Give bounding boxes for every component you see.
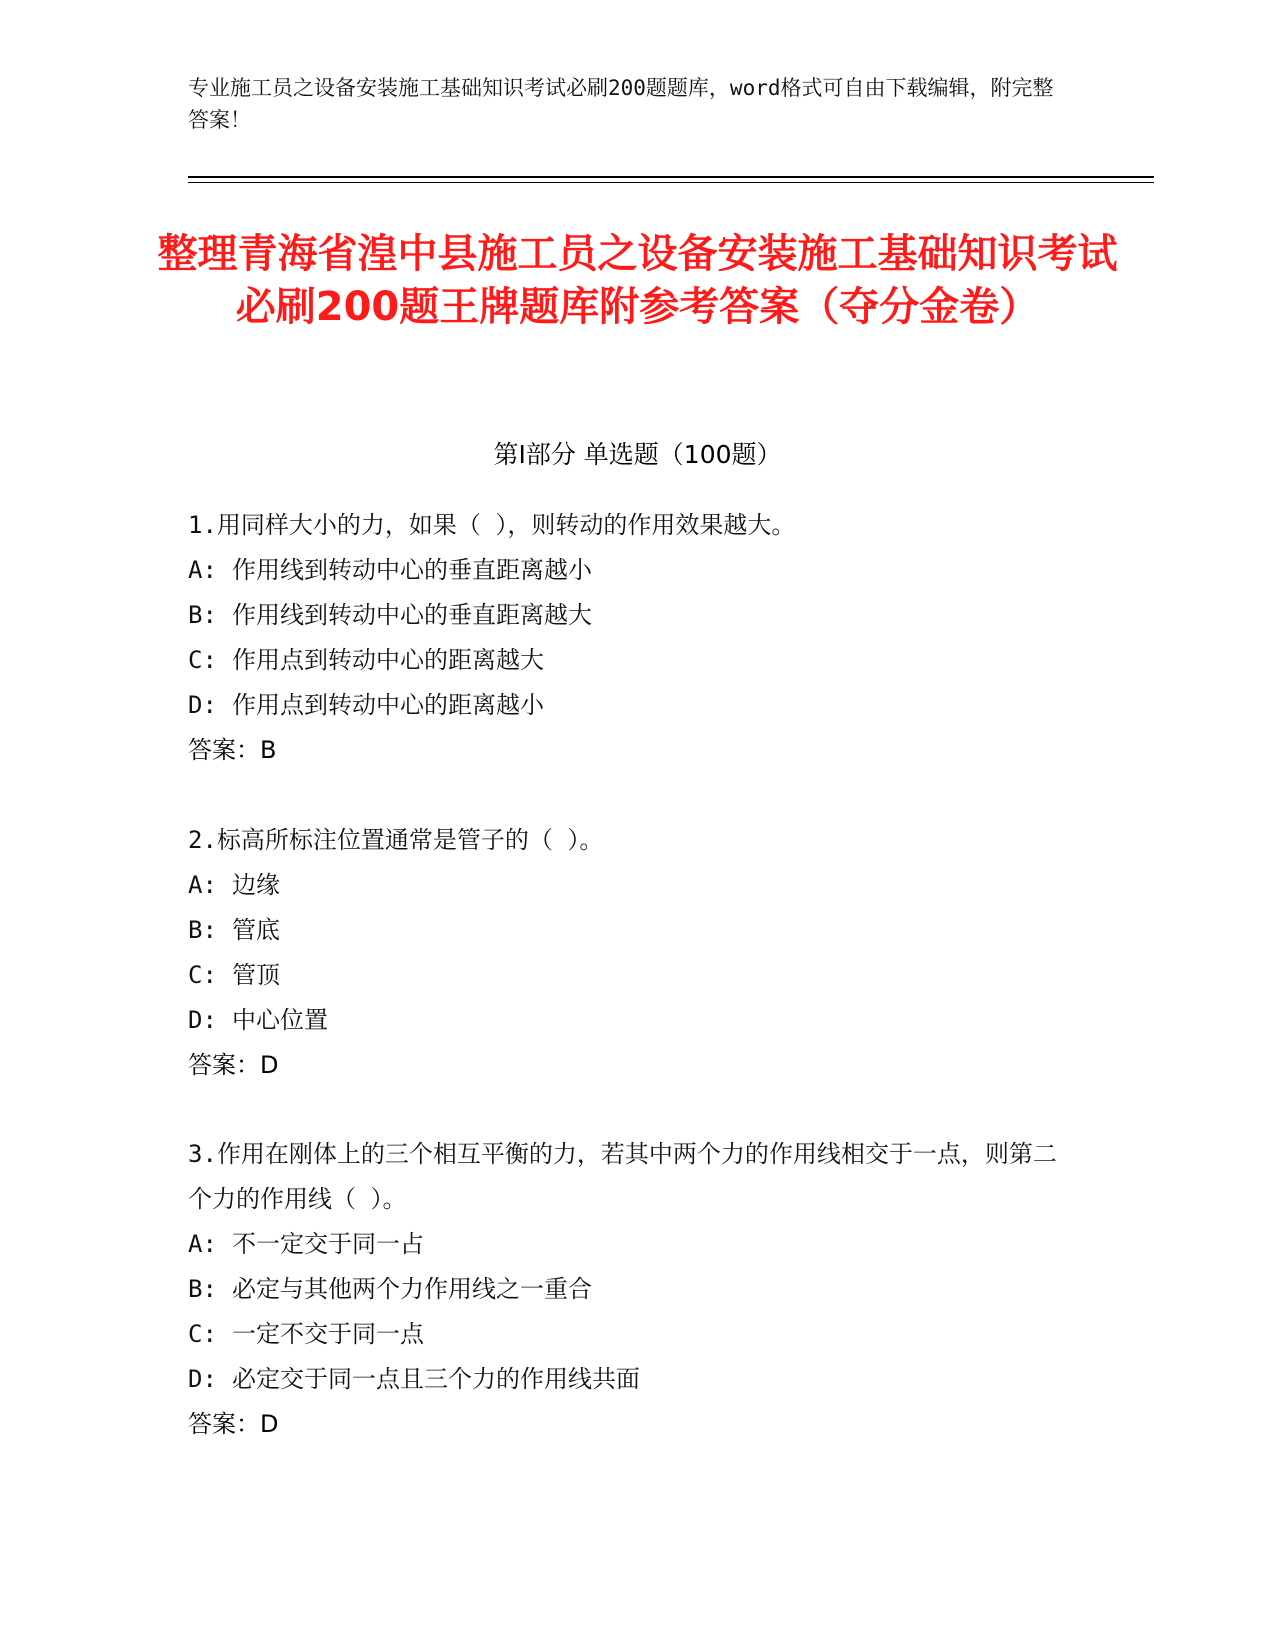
option-letter: D: — [188, 1365, 217, 1393]
option-d — [188, 998, 1068, 1043]
header-divider-thick — [188, 176, 1154, 178]
question-3 — [188, 1132, 1068, 1447]
option-text: 作用点到转动中心的距离越大 — [232, 646, 544, 674]
option-text: 作用线到转动中心的垂直距离越大 — [232, 601, 592, 629]
option-text: 作用线到转动中心的垂直距离越小 — [232, 556, 592, 584]
question-1 — [188, 503, 1068, 773]
option-letter: C: — [188, 1320, 217, 1348]
section-heading: 第Ⅰ部分 单选题（100题） — [493, 440, 782, 469]
option-letter: A: — [188, 1230, 217, 1258]
option-letter: D: — [188, 1006, 217, 1034]
option-letter: B: — [188, 916, 217, 944]
option-text: 必定与其他两个力作用线之一重合 — [232, 1275, 592, 1303]
option-letter: A: — [188, 556, 217, 584]
answer-line: 答案：D — [188, 1051, 279, 1079]
option-text: 一定不交于同一点 — [232, 1320, 424, 1348]
question-text: 2.标高所标注位置通常是管子的（ ）。 — [188, 826, 604, 854]
answer-line: 答案：D — [188, 1410, 279, 1438]
option-b — [188, 593, 1068, 638]
option-a — [188, 548, 1068, 593]
header-note: 专业施工员之设备安装施工基础知识考试必刷200题题库，word格式可自由下载编辑，附完整答案！ — [188, 76, 1054, 132]
option-text: 管底 — [232, 916, 280, 944]
option-b — [188, 908, 1068, 953]
option-text: 必定交于同一点且三个力的作用线共面 — [232, 1365, 640, 1393]
option-text: 管顶 — [232, 961, 280, 989]
option-d — [188, 1357, 1068, 1402]
question-text: 3.作用在刚体上的三个相互平衡的力，若其中两个力的作用线相交于一点，则第二个力的作用线（ ）。 — [188, 1140, 1057, 1213]
header-divider-thin — [188, 182, 1154, 183]
option-text: 作用点到转动中心的距离越小 — [232, 691, 544, 719]
document-title: 整理青海省湟中县施工员之设备安装施工基础知识考试必刷200题王牌题库附参考答案（夺分金卷） — [157, 231, 1118, 330]
answer-line: 答案：B — [188, 736, 277, 764]
option-text: 边缘 — [232, 871, 280, 899]
question-text: 1.用同样大小的力，如果（ ），则转动的作用效果越大。 — [188, 511, 796, 539]
option-letter: C: — [188, 646, 217, 674]
option-c — [188, 638, 1068, 683]
option-letter: D: — [188, 691, 217, 719]
option-letter: B: — [188, 601, 217, 629]
option-b — [188, 1267, 1068, 1312]
option-text: 中心位置 — [232, 1006, 328, 1034]
question-2 — [188, 818, 1068, 1088]
option-a — [188, 863, 1068, 908]
option-c — [188, 953, 1068, 998]
option-c — [188, 1312, 1068, 1357]
option-letter: A: — [188, 871, 217, 899]
option-d — [188, 683, 1068, 728]
option-a — [188, 1222, 1068, 1267]
option-letter: C: — [188, 961, 217, 989]
option-text: 不一定交于同一占 — [232, 1230, 424, 1258]
option-letter: B: — [188, 1275, 217, 1303]
